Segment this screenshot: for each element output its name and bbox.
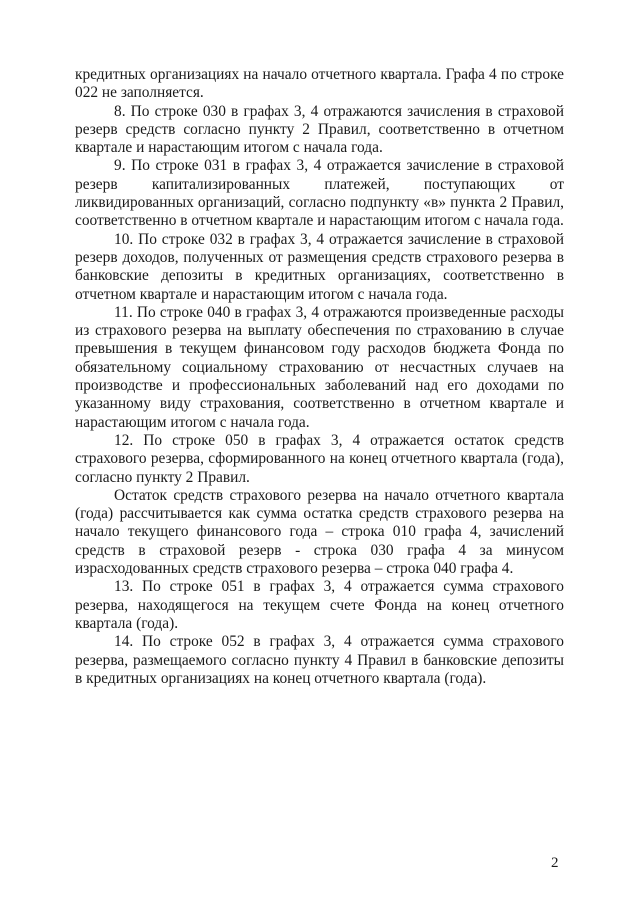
paragraph-item-8: 8. По строке 030 в графах 3, 4 отражаются зачисления в страховой резерв средств согласно пункту 2 Правил, соответственно в отчетном квартале и нарастающим итогом с начала года.	[75, 102, 564, 157]
paragraph-continuation: кредитных организациях на начало отчетного квартала. Графа 4 по строке 022 не заполняется.	[75, 66, 564, 102]
paragraph-item-14: 14. По строке 052 в графах 3, 4 отражается сумма страхового резерва, размещаемого согласно пункту 4 Правил в банковские депозиты в кредитных организациях на конец отчетного квартала (года).	[75, 633, 564, 687]
page-number: 2	[551, 855, 559, 871]
paragraph-item-13: 13. По строке 051 в графах 3, 4 отражается сумма страхового резерва, находящегося на текущем счете Фонда на конец отчетного квартала (года).	[75, 578, 564, 632]
paragraph-item-10: 10. По строке 032 в графах 3, 4 отражается зачисление в страховой резерв доходов, полученных от размещения средств страхового резерва в банковские депозиты в кредитных организациях, соответственно в отчетном квартале и нарастающим итогом с начала года.	[75, 230, 564, 303]
paragraph-item-11: 11. По строке 040 в графах 3, 4 отражаются произведенные расходы из страхового резерва на выплату обеспечения по страхованию в случае превышения в текущем финансовом году расходов бюджета Фонда по обязательному социальному страхованию от несчастных случаев на производстве и профессиональных заболеваний над его доходами по указанному виду страхования, соответственно в отчетном квартале и нарастающим итогом с начала года.	[75, 303, 564, 431]
paragraph-balance-calculation: Остаток средств страхового резерва на начало отчетного квартала (года) рассчитывается как сумма остатка средств страхового резерва на начало текущего финансового года – строка 010 графа 4, зачислений средств в страховой резерв - строка 030 графа 4 за минусом израсходованных средств страхового резерва – строка 040 графа 4.	[75, 486, 564, 578]
paragraph-item-12: 12. По строке 050 в графах 3, 4 отражается остаток средств страхового резерва, сформированного на конец отчетного квартала (года), согласно пункту 2 Правил.	[75, 431, 564, 486]
paragraph-item-9: 9. По строке 031 в графах 3, 4 отражается зачисление в страховой резерв капитализированных платежей, поступающих от ликвидированных организаций, согласно подпункту «в» пункта 2 Правил, соответственно в отчетном квартале и нарастающим итогом с начала года.	[75, 157, 564, 230]
document-body	[75, 66, 564, 688]
